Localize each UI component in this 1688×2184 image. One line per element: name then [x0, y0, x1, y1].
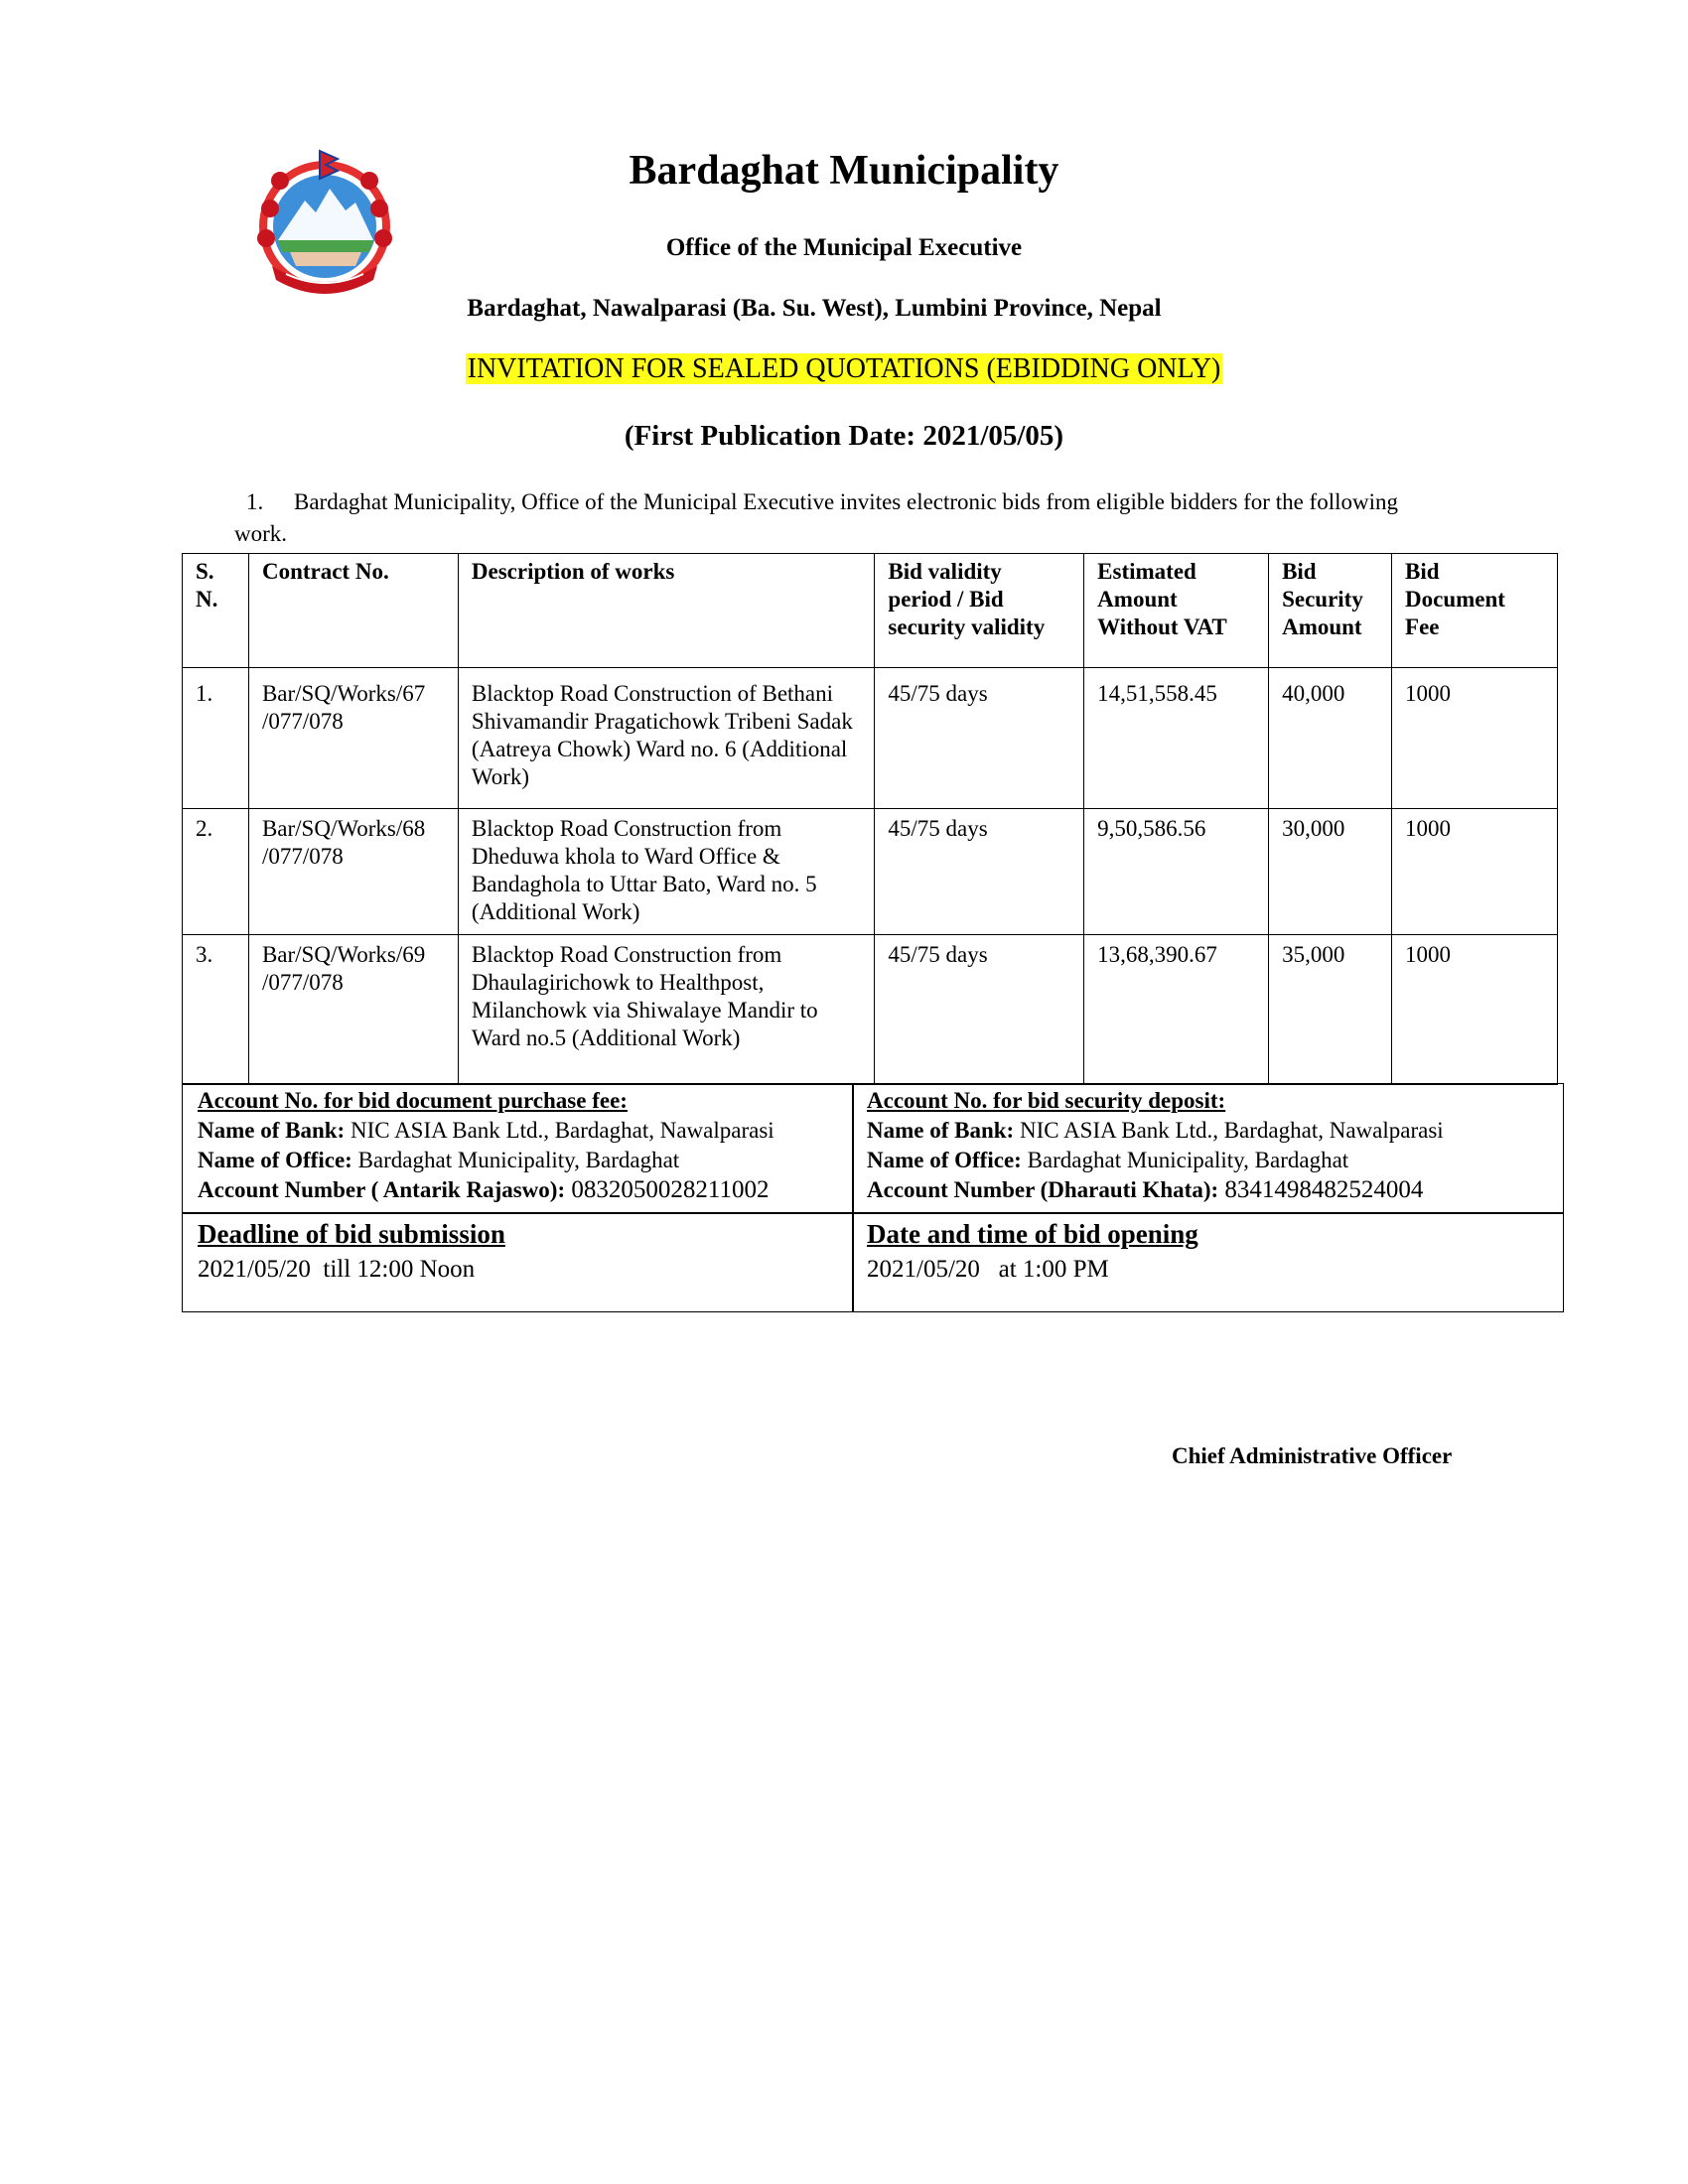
account-details-box [182, 1083, 1564, 1312]
fee-bank-line: Name of Bank: NIC ASIA Bank Ltd., Bardaghat, Nawalparasi [198, 1118, 774, 1143]
cell-security: 35,000 [1269, 935, 1392, 1085]
row-divider [183, 1212, 1563, 1214]
table-row [183, 668, 1558, 809]
fee-account-number-line: Account Number ( Antarik Rajaswo): 0832050028211002 [198, 1176, 770, 1203]
table-header-row [183, 554, 1558, 668]
security-office-line: Name of Office: Bardaghat Municipality, Bardaghat [867, 1148, 1349, 1172]
publication-date: (First Publication Date: 2021/05/05) [624, 420, 1064, 452]
cell-description: Blacktop Road Construction from Dheduwa khola to Ward Office & Bandaghola to Uttar Bato, Ward no. 5 (Additional Work) [458, 809, 875, 935]
cell-fee: 1000 [1392, 668, 1558, 809]
opening-value: 2021/05/20 at 1:00 PM [867, 1256, 1109, 1283]
cell-security: 40,000 [1269, 668, 1392, 809]
cell-sn: 1. [183, 668, 249, 809]
works-table [182, 553, 1558, 1085]
fee-account-heading: Account No. for bid document purchase fee: [198, 1088, 628, 1113]
cell-description: Blacktop Road Construction from Dhaulagirichowk to Healthpost, Milanchowk via Shiwalaye Mandir to Ward no.5 (Additional Work) [458, 935, 875, 1085]
office-name: Office of the Municipal Executive [665, 234, 1023, 261]
col-header-security: Bid Security Amount [1269, 554, 1392, 668]
opening-block [867, 1216, 1198, 1288]
col-header-description: Description of works [458, 554, 875, 668]
opening-heading: Date and time of bid opening [867, 1219, 1198, 1249]
cell-security: 30,000 [1269, 809, 1392, 935]
page-title: Bardaghat Municipality [629, 148, 1059, 194]
fee-office-line: Name of Office: Bardaghat Municipality, Bardaghat [198, 1148, 680, 1172]
col-header-estimated: Estimated Amount Without VAT [1084, 554, 1269, 668]
table-row [183, 935, 1558, 1085]
cell-description: Blacktop Road Construction of Bethani Shivamandir Pragatichowk Tribeni Sadak (Aatreya Chowk) Ward no. 6 (Additional Work) [458, 668, 875, 809]
cell-validity: 45/75 days [875, 668, 1084, 809]
cell-fee: 1000 [1392, 935, 1558, 1085]
intro-paragraph [234, 486, 1446, 550]
cell-estimated: 13,68,390.67 [1084, 935, 1269, 1085]
fee-account-block [198, 1086, 774, 1205]
cell-contract: Bar/SQ/Works/67 /077/078 [248, 668, 458, 809]
cell-sn: 3. [183, 935, 249, 1085]
cell-fee: 1000 [1392, 809, 1558, 935]
cell-validity: 45/75 days [875, 809, 1084, 935]
deadline-value: 2021/05/20 till 12:00 Noon [198, 1256, 476, 1283]
invitation-heading: INVITATION FOR SEALED QUOTATIONS (EBIDDING ONLY) [467, 353, 1221, 384]
col-header-sn: S. N. [183, 554, 249, 668]
cell-contract: Bar/SQ/Works/69 /077/078 [248, 935, 458, 1085]
signature-title: Chief Administrative Officer [1172, 1443, 1453, 1468]
cell-sn: 2. [183, 809, 249, 935]
intro-text: Bardaghat Municipality, Office of the Municipal Executive invites electronic bids from eligible bidders for the following work. [234, 489, 1398, 546]
security-account-heading: Account No. for bid security deposit: [867, 1088, 1226, 1113]
cell-estimated: 9,50,586.56 [1084, 809, 1269, 935]
cell-validity: 45/75 days [875, 935, 1084, 1085]
col-header-contract: Contract No. [248, 554, 458, 668]
intro-number: 1. [246, 489, 264, 514]
col-header-fee: Bid Document Fee [1392, 554, 1558, 668]
office-address: Bardaghat, Nawalparasi (Ba. Su. West), Lumbini Province, Nepal [467, 295, 1162, 322]
security-bank-line: Name of Bank: NIC ASIA Bank Ltd., Bardaghat, Nawalparasi [867, 1118, 1444, 1143]
security-account-number-line: Account Number (Dharauti Khata): 8341498482524004 [867, 1176, 1424, 1203]
deadline-block [198, 1216, 505, 1288]
column-divider [852, 1084, 854, 1311]
col-header-validity: Bid validity period / Bid security validity [875, 554, 1084, 668]
cell-estimated: 14,51,558.45 [1084, 668, 1269, 809]
cell-contract: Bar/SQ/Works/68 /077/078 [248, 809, 458, 935]
security-account-block [867, 1086, 1444, 1205]
table-row [183, 809, 1558, 935]
deadline-heading: Deadline of bid submission [198, 1219, 505, 1249]
